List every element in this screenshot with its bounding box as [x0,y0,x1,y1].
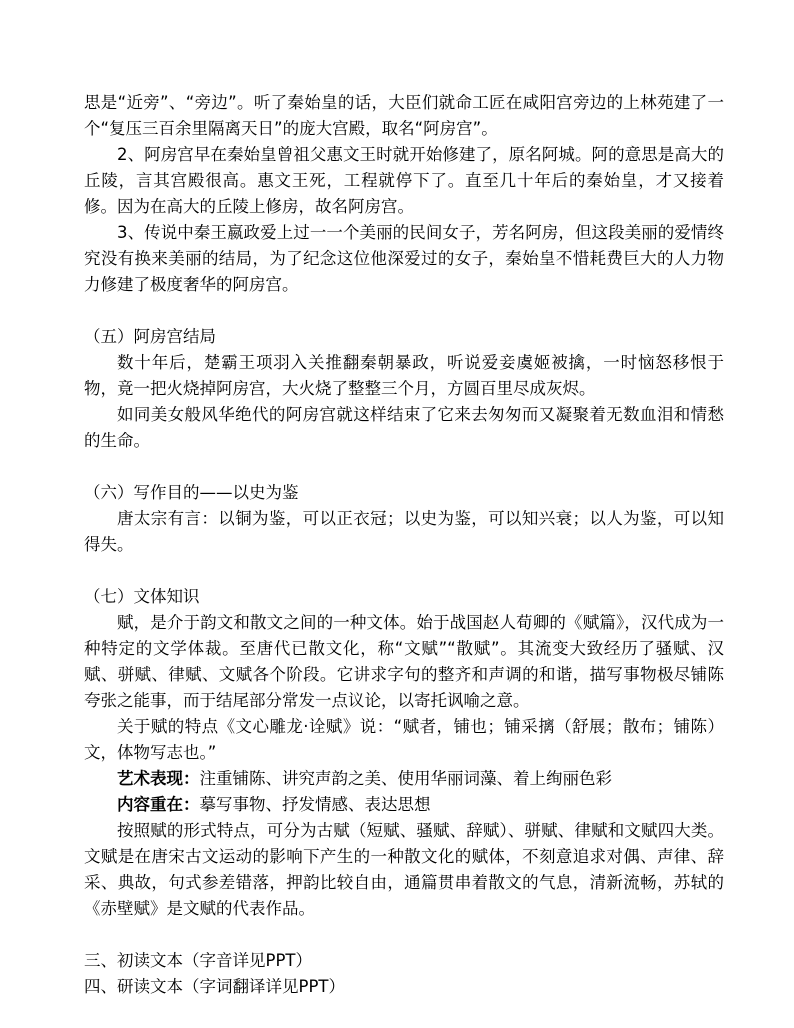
paragraph-genre-b: 关于赋的特点《文心雕龙·诠赋》说：“赋者，铺也；铺采摛（舒展；散布；铺陈）文，体物写志也。” [84,717,724,762]
paragraph-purpose: 唐太宗有言：以铜为鉴，可以正衣冠；以史为鉴，可以知兴衰；以人为鉴，可以知得失。 [84,509,724,554]
art-expression-label: 艺术表现： [117,769,200,788]
paragraph-ending-b: 如同美女般风华绝代的阿房宫就这样结束了它来去匆匆而又凝聚着无数血泪和情愁的生命。 [84,405,724,450]
section-heading-three: 三、初读文本（字音详见PPT） [84,951,312,970]
art-expression-text: 注重铺陈、讲究声韵之美、使用华丽词藻、着上绚丽色彩 [199,769,612,788]
spacer [84,298,724,324]
art-expression-line [84,766,724,792]
section-heading-6: （六）写作目的——以史为鉴 [84,483,299,502]
paragraph-point-2: 2、阿房宫早在秦始皇曾祖父惠文王时就开始修建了，原名阿城。阿的意思是高大的丘陵，言其宫殿很高。惠文王死，工程就停下了。直至几十年后的秦始皇，才又接着修。因为在高大的丘陵上修房，故名阿房宫。 [84,145,724,216]
paragraph-intro: 思是“近旁”、“旁边”。听了秦始皇的话，大臣们就命工匠在咸阳宫旁边的上林苑建了一个“复压三百余里隔离天日”的庞大宫殿，取名“阿房宫”。 [84,93,724,138]
spacer [84,454,724,480]
content-focus-label: 内容重在： [117,795,200,814]
content-focus-line [84,792,724,818]
spacer [84,922,724,948]
paragraph-point-3: 3、传说中秦王嬴政爱上过一一个美丽的民间女子，芳名阿房，但这段美丽的爱情终究没有换来美丽的结局，为了纪念这位他深爱过的女子，秦始皇不惜耗费巨大的人力物力修建了极度奢华的阿房宫。 [84,223,724,294]
spacer [84,558,724,584]
document-body [84,90,724,1000]
section-heading-7: （七）文体知识 [84,587,200,606]
section-heading-four: 四、研读文本（字词翻译详见PPT） [84,977,345,996]
paragraph-genre-a: 赋，是介于韵文和散文之间的一种文体。始于战国赵人荀卿的《赋篇》，汉代成为一种特定的文学体裁。至唐代已散文化，称“文赋”“散赋”。其流变大致经历了骚赋、汉赋、骈赋、律赋、文赋各个阶段。它讲求字句的整齐和声调的和谐，描写事物极尽铺陈夸张之能事，而于结尾部分常发一点议论，以寄托讽喻之意。 [84,613,724,710]
content-focus-text: 摹写事物、抒发情感、表达思想 [199,795,431,814]
section-heading-5: （五）阿房宫结局 [84,327,216,346]
paragraph-genre-c: 按照赋的形式特点，可分为古赋（短赋、骚赋、辞赋）、骈赋、律赋和文赋四大类。文赋是在唐宋古文运动的影响下产生的一种散文化的赋体，不刻意追求对偶、声律、辞采、典故，句式参差错落，押韵比较自由，通篇贯串着散文的气息，清新流畅，苏轼的《赤壁赋》是文赋的代表作品。 [84,821,724,918]
paragraph-ending-a: 数十年后，楚霸王项羽入关推翻秦朝暴政，听说爱妾虞姬被擒，一时恼怒移恨于物，竟一把火烧掉阿房宫，大火烧了整整三个月，方圆百里尽成灰烬。 [84,353,724,398]
